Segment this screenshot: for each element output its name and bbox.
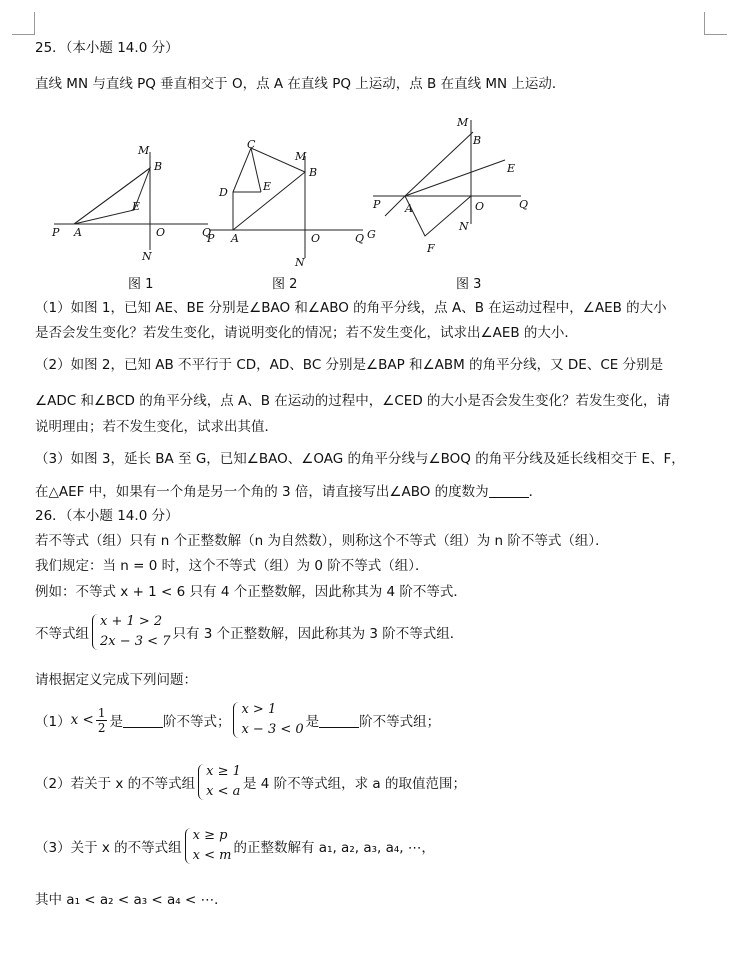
q26-def2: 我们规定：当 n = 0 时，这个不等式（组）为 0 阶不等式（组）． xyxy=(35,558,429,574)
p1-mid1: 是 xyxy=(109,714,123,730)
p1-mid3: 是 xyxy=(305,714,320,730)
f2-label-A: A xyxy=(231,232,239,245)
f3-label-M: M xyxy=(457,116,469,129)
f2-label-O: O xyxy=(311,232,321,245)
p3-sys-ineq-1: x ≥ p xyxy=(192,828,228,843)
q25-part2-line2: ∠ADC 和∠BCD 的角平分线，点 A、B 在运动的过程中，∠CED 的大小是否会发生变化？若发生变化，请 xyxy=(35,393,671,409)
p1-end: 阶不等式组； xyxy=(359,714,441,730)
q25-part1-line1: （1）如图 1，已知 AE、BE 分别是∠BAO 和∠ABO 的角平分线，点 A、B 在运动过程中，∠AEB 的大小 xyxy=(35,300,667,316)
q26-part3 xyxy=(35,826,435,866)
f3-label-B: B xyxy=(473,134,482,147)
p2-system xyxy=(197,762,241,802)
f3-label-Q: Q xyxy=(519,198,529,211)
q25-part1-line2: 是否会发生变化？若发生变化，请说明变化的情况；若不发生变化，试求出∠AEB 的大小． xyxy=(35,325,578,341)
q26-def1: 若不等式（组）只有 n 个正整数解（n 为自然数），则称这个不等式（组）为 n 阶不等式（组）． xyxy=(35,533,609,549)
p2-pre: （2）若关于 x 的不等式组 xyxy=(35,776,196,792)
p1-sys-ineq-1: x > 1 xyxy=(241,702,277,717)
f3-label-E: E xyxy=(507,162,516,175)
f3-label-A: A xyxy=(405,202,413,215)
example2-ineq-2: 2x − 3 < 7 xyxy=(100,634,171,649)
q26-last-line: 其中 a₁ < a₂ < a₃ < a₄ < ⋯． xyxy=(35,892,228,908)
f2-label-B: B xyxy=(309,166,318,179)
f1-label-E: E xyxy=(132,200,141,213)
fig-caption-3: 图 3 xyxy=(456,277,482,292)
corner-mark-left xyxy=(12,12,35,35)
p1-ineq: x < xyxy=(70,712,94,728)
p1-pre: （1） xyxy=(35,714,71,730)
f1-label-M: M xyxy=(138,144,150,157)
p1-frac-num: 1 xyxy=(97,705,106,720)
q25-part2-line1: （2）如图 2，已知 AB 不平行于 CD，AD、BC 分别是∠BAP 和∠ABM 的角平分线，又 DE、CE 分别是 xyxy=(35,357,664,373)
q26-example2 xyxy=(35,612,463,652)
q26-example1: 例如：不等式 x + 1 < 6 只有 4 个正整数解，因此称其为 4 阶不等式． xyxy=(35,584,467,600)
f2-label-Q: Q xyxy=(355,232,365,245)
q25-part3-line2 xyxy=(35,482,542,502)
p1-sys-ineq-2: x − 3 < 0 xyxy=(241,722,304,737)
p3-post: 的正整数解有 a₁, a₂, a₃, a₄, ⋯， xyxy=(233,840,435,856)
q26-header: 26．（本小题 14.0 分） xyxy=(35,508,179,524)
f2-label-M: M xyxy=(295,150,307,163)
q26-prompt: 请根据定义完成下列问题： xyxy=(35,672,197,688)
f1-label-A: A xyxy=(74,226,82,239)
f2-label-N: N xyxy=(295,256,305,269)
figure-1 xyxy=(48,138,218,268)
example2-ineq-1: x + 1 > 2 xyxy=(100,614,163,629)
f1-label-Q: Q xyxy=(202,226,212,239)
p1-fraction xyxy=(96,706,108,735)
p1-mid2: 阶不等式； xyxy=(162,714,231,730)
q26-part1 xyxy=(35,700,440,740)
q25-part3-end: ． xyxy=(528,484,543,500)
q26-part2 xyxy=(35,762,466,802)
answer-blank-2[interactable] xyxy=(319,713,359,728)
example2-post: 只有 3 个正整数解，因此称其为 3 阶不等式组． xyxy=(172,626,464,642)
fig-caption-1: 图 1 xyxy=(128,277,154,292)
example2-pre: 不等式组 xyxy=(35,626,89,642)
p2-sys-ineq-1: x ≥ 1 xyxy=(206,764,241,779)
f3-label-G: G xyxy=(367,228,376,241)
p3-pre: （3）关于 x 的不等式组 xyxy=(35,840,182,856)
f3-label-F: F xyxy=(427,242,435,255)
f1-label-P: P xyxy=(52,226,60,239)
f1-label-N: N xyxy=(142,250,152,263)
p2-post: 是 4 阶不等式组，求 a 的取值范围； xyxy=(242,776,466,792)
p1-system xyxy=(232,700,303,740)
answer-blank-1[interactable] xyxy=(123,713,163,728)
f2-label-D: D xyxy=(219,186,228,199)
q25-header: 25．（本小题 14.0 分） xyxy=(35,40,179,56)
f2-label-E: E xyxy=(263,180,272,193)
f3-label-P: P xyxy=(373,198,381,211)
f1-label-O: O xyxy=(156,226,166,239)
answer-blank-abo[interactable] xyxy=(489,483,529,498)
figure-3 xyxy=(365,112,545,262)
q25-part2-line3: 说明理由；若不发生变化，试求出其值． xyxy=(35,419,278,435)
f1-label-B: B xyxy=(154,160,163,173)
f2-label-C: C xyxy=(247,140,256,151)
p3-system xyxy=(184,826,232,866)
figure-2 xyxy=(205,140,375,270)
f2-label-P: P xyxy=(207,232,215,245)
example2-system xyxy=(91,612,170,652)
p2-sys-ineq-2: x < a xyxy=(206,784,241,799)
f3-label-O: O xyxy=(475,200,485,213)
p1-frac-den: 2 xyxy=(97,720,106,735)
q25-intro: 直线 MN 与直线 PQ 垂直相交于 O，点 A 在直线 PQ 上运动，点 B 在直线 MN 上运动． xyxy=(35,76,566,92)
q25-part3-text: 在△AEF 中，如果有一个角是另一个角的 3 倍，请直接写出∠ABO 的度数为 xyxy=(35,484,489,500)
corner-mark-right xyxy=(704,12,727,35)
fig-caption-2: 图 2 xyxy=(272,277,298,292)
p3-sys-ineq-2: x < m xyxy=(192,848,232,863)
q25-part3-line1: （3）如图 3，延长 BA 至 G，已知∠BAO、∠OAG 的角平分线与∠BOQ 的角平分线及延长线相交于 E、F， xyxy=(35,451,685,467)
f3-label-N: N xyxy=(459,220,469,233)
